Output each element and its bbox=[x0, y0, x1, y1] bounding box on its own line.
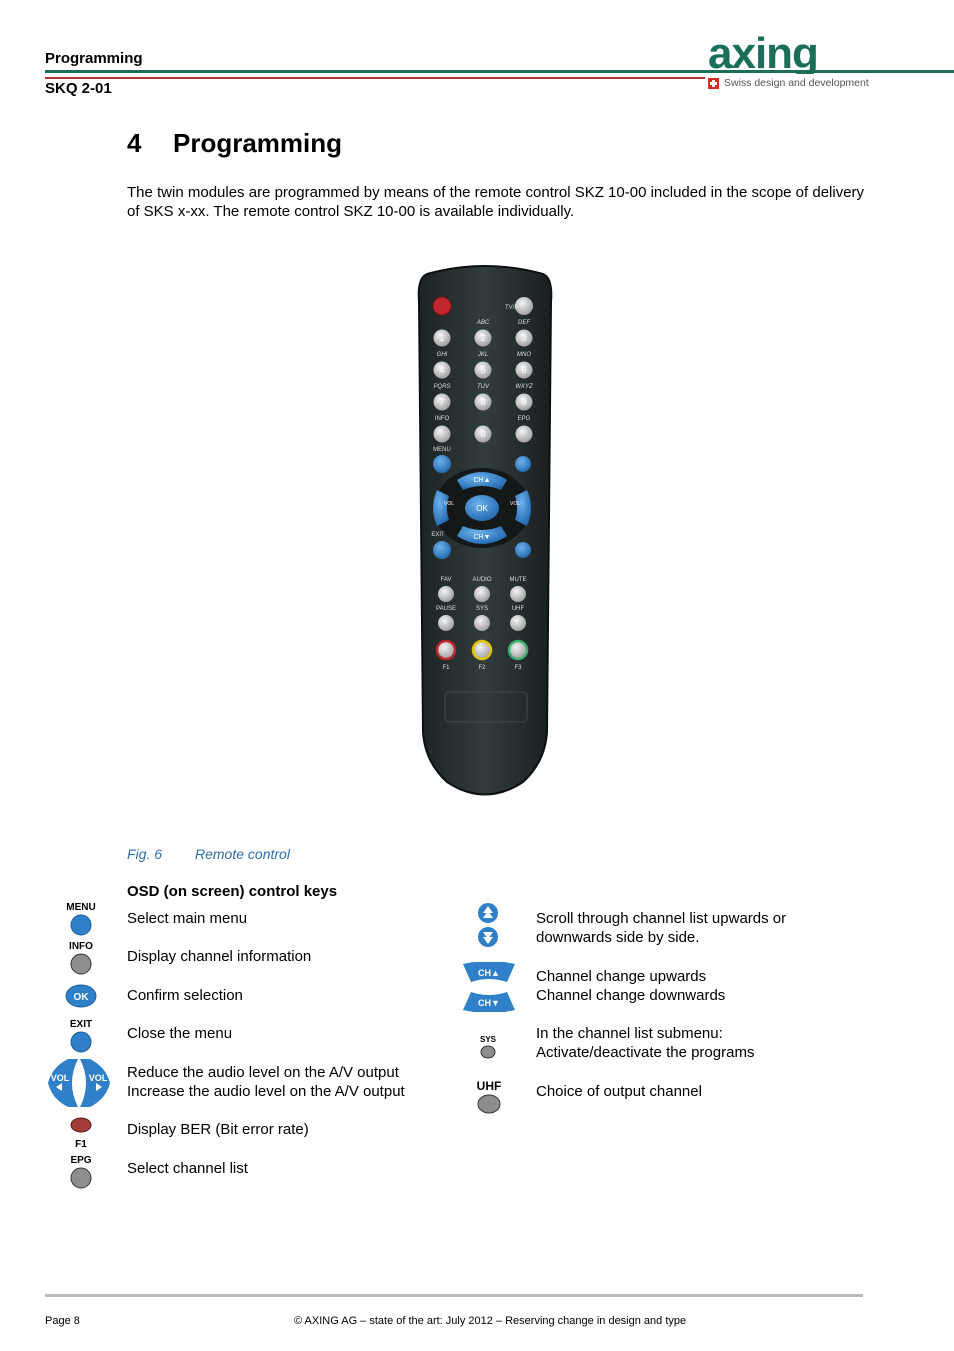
uhf-key-icon bbox=[471, 1079, 507, 1120]
svg-text:AUDIO: AUDIO bbox=[472, 577, 492, 583]
ch-key-desc-line1: Channel change upwards bbox=[536, 968, 707, 985]
footer-page: Page 8 bbox=[45, 1315, 80, 1327]
svg-text:GHI: GHI bbox=[436, 352, 448, 358]
svg-text:1: 1 bbox=[439, 333, 445, 343]
ch-down-label: CH▼ bbox=[478, 998, 500, 1008]
menu-key-label: MENU bbox=[66, 902, 96, 913]
svg-text:F1: F1 bbox=[442, 665, 450, 671]
menu-key-desc: Select main menu bbox=[127, 910, 248, 927]
ok-key-icon bbox=[64, 984, 98, 1013]
svg-text:ABC: ABC bbox=[476, 320, 490, 326]
scroll-keys-icon bbox=[476, 902, 500, 955]
sys-key-label: SYS bbox=[479, 1035, 496, 1044]
svg-text:PAUSE: PAUSE bbox=[436, 606, 456, 612]
svg-text:DEF: DEF bbox=[518, 320, 530, 326]
svg-text:EXIT: EXIT bbox=[431, 532, 445, 538]
figure-caption bbox=[127, 846, 290, 862]
figure-number: Fig. 6 bbox=[127, 846, 163, 862]
vol-keys-icon bbox=[46, 1057, 112, 1114]
f1-key-label: F1 bbox=[75, 1139, 87, 1150]
epg-key-desc: Select channel list bbox=[127, 1160, 248, 1177]
svg-text:3: 3 bbox=[521, 333, 527, 343]
vol-key-desc bbox=[127, 1063, 405, 1101]
svg-text:CH▼: CH▼ bbox=[473, 534, 491, 541]
remote-control-image bbox=[415, 262, 555, 807]
scroll-key-desc-line1: Scroll through channel list upwards or bbox=[536, 910, 787, 927]
menu-key-icon bbox=[62, 902, 100, 942]
svg-text:4: 4 bbox=[439, 365, 445, 375]
heading-number: 4 bbox=[127, 128, 142, 158]
vol-key-desc-line1: Reduce the audio level on the A/V output bbox=[127, 1064, 399, 1081]
axing-logo bbox=[708, 32, 878, 79]
svg-text:VOL: VOL bbox=[443, 501, 455, 507]
svg-text:6: 6 bbox=[521, 365, 527, 375]
svg-text:MUTE: MUTE bbox=[509, 577, 527, 583]
exit-key-desc: Close the menu bbox=[127, 1025, 233, 1042]
f1-key-icon bbox=[62, 1116, 100, 1150]
exit-key-icon bbox=[62, 1019, 100, 1059]
svg-text:0: 0 bbox=[480, 429, 486, 439]
svg-text:F3: F3 bbox=[514, 665, 522, 671]
intro-paragraph: The twin modules are programmed by means of the remote control SKZ 10-00 included in the scope of delivery of SKS x-xx. The remote control SKZ 10-00 is available individually. bbox=[127, 184, 865, 220]
svg-text:CH▲: CH▲ bbox=[473, 477, 491, 484]
svg-text:INFO: INFO bbox=[434, 416, 450, 422]
ch-keys-icon bbox=[461, 962, 517, 1017]
info-key-label: INFO bbox=[69, 941, 93, 952]
vol-left-label: VOL bbox=[50, 1073, 70, 1083]
info-key-icon bbox=[62, 941, 100, 981]
exit-key-label: EXIT bbox=[69, 1019, 93, 1030]
epg-key-label: EPG bbox=[70, 1155, 92, 1166]
vol-right-label: VOL bbox=[88, 1073, 108, 1083]
remote-label-tvr: TV/R bbox=[505, 305, 519, 311]
scroll-key-desc bbox=[536, 909, 786, 947]
logo-text: axing bbox=[708, 32, 818, 74]
svg-text:UHF: UHF bbox=[511, 606, 525, 612]
vol-key-desc-line2: Increase the audio level on the A/V output bbox=[127, 1083, 405, 1100]
svg-text:2: 2 bbox=[480, 333, 486, 343]
swiss-flag-icon bbox=[708, 78, 719, 89]
figure-caption-text: Remote control bbox=[195, 846, 290, 862]
info-key-desc: Display channel information bbox=[127, 948, 312, 965]
epg-key-icon bbox=[62, 1155, 100, 1195]
ch-up-label: CH▲ bbox=[478, 968, 500, 978]
svg-text:MNO: MNO bbox=[517, 352, 531, 358]
svg-text:JKL: JKL bbox=[477, 352, 489, 358]
ch-key-desc-line2: Channel change downwards bbox=[536, 987, 726, 1004]
svg-text:VOL: VOL bbox=[509, 501, 521, 507]
osd-heading: OSD (on screen) control keys bbox=[127, 883, 338, 900]
svg-text:MENU: MENU bbox=[433, 447, 451, 453]
page-heading bbox=[127, 128, 342, 159]
sys-key-desc bbox=[536, 1024, 754, 1062]
header-section-title: Programming bbox=[45, 50, 143, 67]
svg-text:F2: F2 bbox=[478, 665, 486, 671]
svg-text:5: 5 bbox=[480, 365, 486, 375]
svg-text:9: 9 bbox=[521, 397, 527, 407]
tagline-text: Swiss design and development bbox=[724, 77, 869, 89]
tagline bbox=[708, 77, 869, 89]
uhf-key-desc: Choice of output channel bbox=[536, 1083, 702, 1100]
svg-text:TUV: TUV bbox=[477, 384, 489, 390]
ok-key-desc: Confirm selection bbox=[127, 987, 243, 1004]
sys-key-desc-line2: Activate/deactivate the programs bbox=[536, 1044, 755, 1061]
header-rule-red bbox=[45, 77, 705, 79]
footer-copyright: © AXING AG – state of the art: July 2012 – Reserving change in design and type bbox=[294, 1315, 687, 1327]
svg-text:WXYZ: WXYZ bbox=[515, 384, 533, 390]
sys-key-icon bbox=[474, 1035, 502, 1065]
ok-key-label: OK bbox=[73, 992, 89, 1003]
header-model: SKQ 2-01 bbox=[45, 80, 112, 97]
svg-text:FAV: FAV bbox=[440, 577, 452, 583]
uhf-key-label: UHF bbox=[476, 1079, 502, 1093]
f1-key-desc: Display BER (Bit error rate) bbox=[127, 1121, 309, 1138]
sys-key-desc-line1: In the channel list submenu: bbox=[536, 1025, 723, 1042]
svg-text:OK: OK bbox=[476, 504, 488, 513]
heading-title: Programming bbox=[173, 128, 343, 158]
scroll-key-desc-line2: downwards side by side. bbox=[536, 929, 700, 946]
footer-rule bbox=[45, 1294, 863, 1297]
svg-text:PQRS: PQRS bbox=[433, 384, 451, 390]
ch-key-desc bbox=[536, 967, 725, 1005]
svg-text:EPG: EPG bbox=[517, 416, 531, 422]
svg-text:SYS: SYS bbox=[475, 606, 489, 612]
svg-text:7: 7 bbox=[439, 397, 445, 407]
svg-text:8: 8 bbox=[480, 397, 486, 407]
